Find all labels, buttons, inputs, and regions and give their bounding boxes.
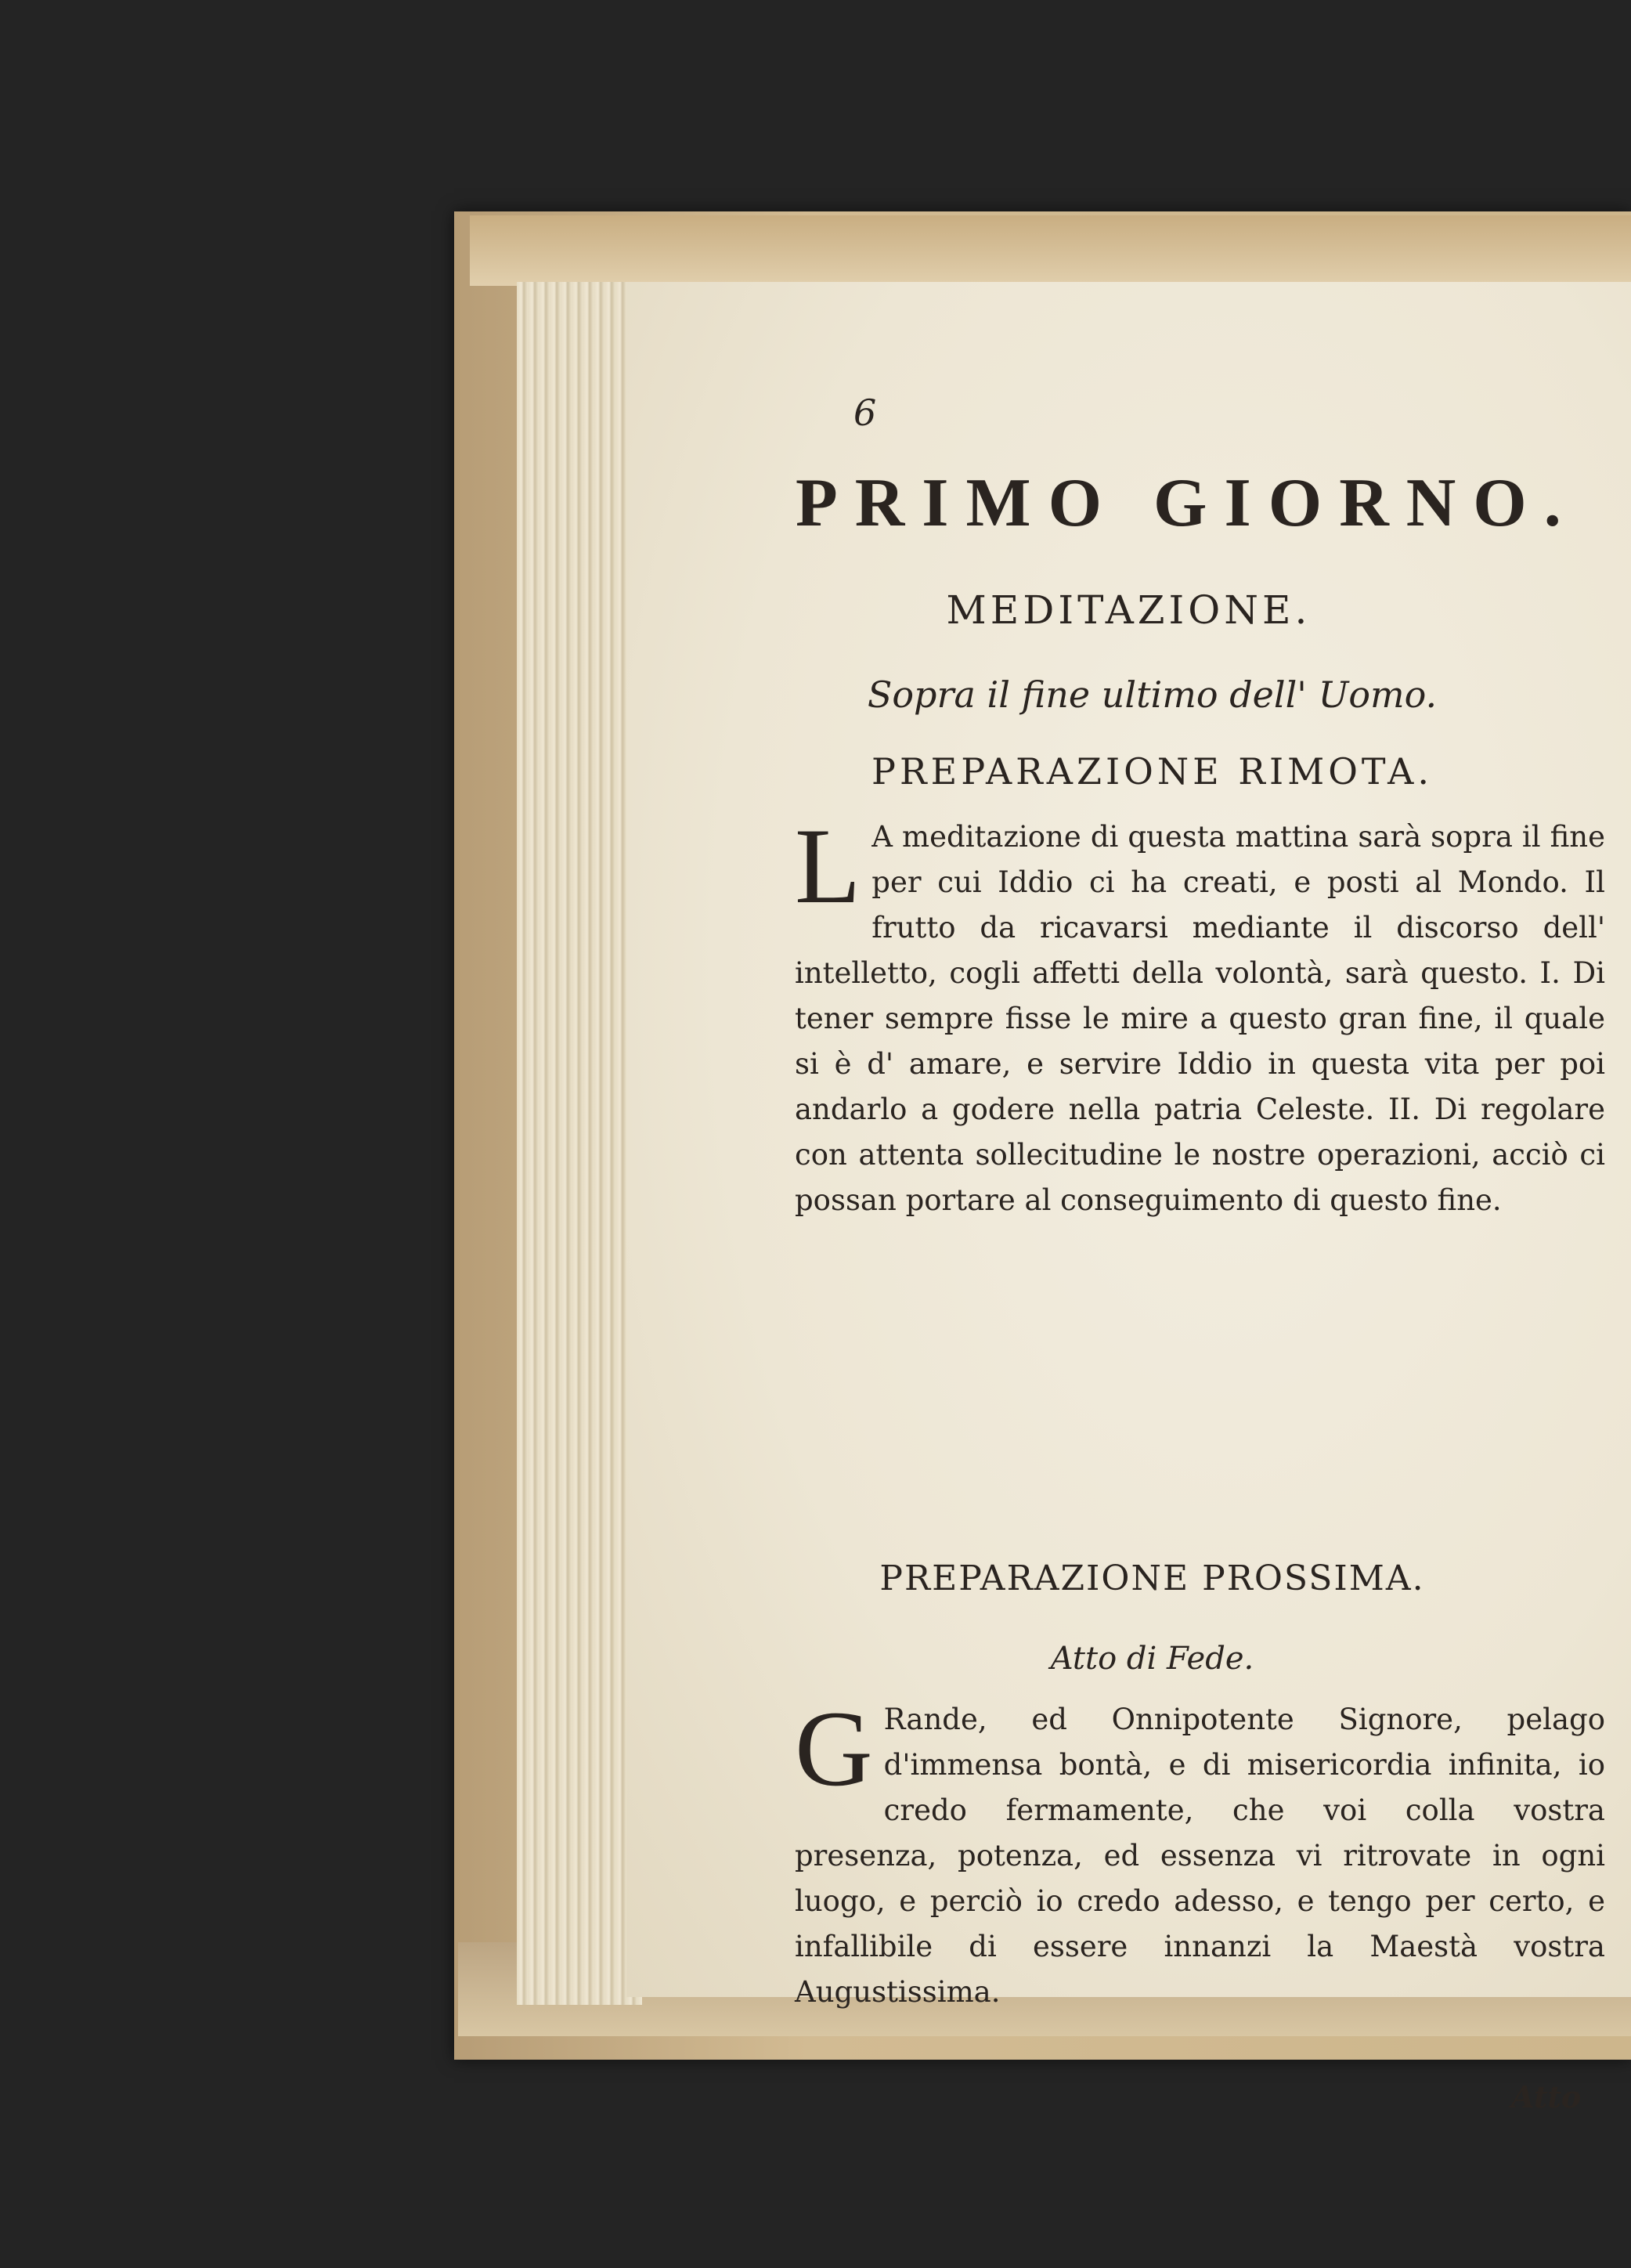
book-page (626, 282, 1631, 2115)
paragraph-text: Rande, ed Onnipotente Signore, pelago d'immensa bontà, e di misericordia infinita, io credo fermamente, che voi colla vostra presenza, potenza, ed essenza vi ritrovate in ogni luogo, e perciò io credo adesso, e tengo per certo, e infallibile di essere innanzi la Maestà vostra Augustissima. (795, 1703, 1605, 2009)
heading-preparazione-prossima: PREPARAZIONE PROSSIMA. (879, 1558, 1425, 1598)
heading-preparazione-rimota: PREPARAZIONE RIMOTA. (871, 750, 1433, 793)
section-subtitle: MEDITAZIONE. (946, 587, 1312, 633)
catchword: Atto (1511, 2079, 1582, 2115)
page-edges (517, 282, 642, 2005)
drop-cap: G (795, 1688, 873, 1808)
page-number: 6 (853, 392, 877, 434)
book-cover-top-edge (470, 215, 1631, 286)
topic-line: Sopra il fine ultimo dell' Uomo. (867, 674, 1438, 716)
paragraph-text: A meditazione di questa mattina sarà sopra il fine per cui Iddio ci ha creati, e posti al Mondo. Il frutto da ricavarsi mediante il discorso dell' intelletto, cogli affetti della volontà, sarà questo. I. Di tener sempre fisse le mire a questo gran fine, il quale si è d' amare, e servire Iddio in questa vita per poi andarlo a godere nella patria Celeste. II. Di regolare con attenta sollecitudine le nostre operazioni, acciò ci possan portare al conseguimento di questo fine. (795, 820, 1605, 1217)
paragraph-preparazione-rimota (795, 806, 1605, 1223)
page-title: PRIMO GIORNO. (796, 465, 1579, 541)
subheading-atto-di-fede: Atto di Fede. (1050, 1641, 1254, 1677)
drop-cap: L (795, 806, 861, 926)
paragraph-atto-di-fede (795, 1688, 1605, 2015)
